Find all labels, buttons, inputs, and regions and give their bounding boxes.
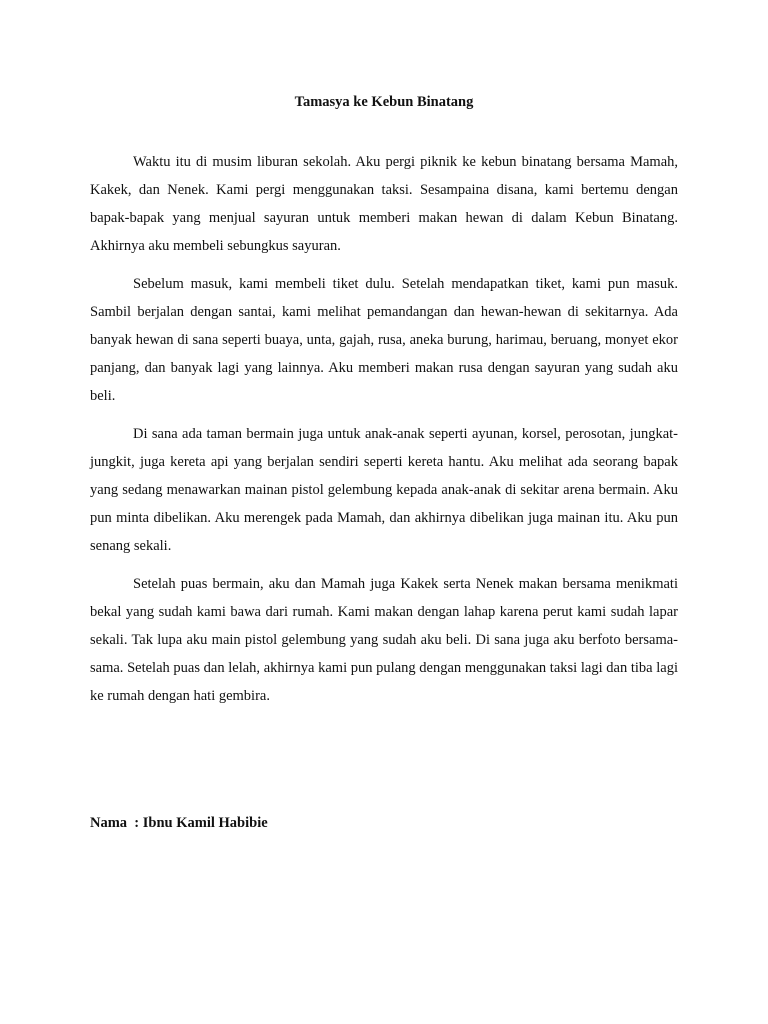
paragraph-2: Sebelum masuk, kami membeli tiket dulu. Setelah mendapatkan tiket, kami pun masuk. Sambil berjalan dengan santai, kami melihat pemandangan dan hewan-hewan di sekitarnya. Ada banyak hewan di sana seperti buaya, unta, gajah, rusa, aneka burung, harimau, beruang, monyet ekor panjang, dan banyak lagi yang lainnya. Aku memberi makan rusa dengan sayuran yang sudah aku beli. xyxy=(90,276,678,404)
document-body xyxy=(90,148,678,720)
paragraph-4: Setelah puas bermain, aku dan Mamah juga Kakek serta Nenek makan bersama menikmati bekal yang sudah kami bawa dari rumah. Kami makan dengan lahap karena perut kami sudah lapar sekali. Tak lupa aku main pistol gelembung yang sudah aku beli. Di sana juga aku berfoto bersama-sama. Setelah puas dan lelah, akhirnya kami pun pulang dengan menggunakan taksi lagi dan tiba lagi ke rumah dengan hati gembira. xyxy=(90,576,678,704)
paragraph-3: Di sana ada taman bermain juga untuk anak-anak seperti ayunan, korsel, perosotan, jungkat-jungkit, juga kereta api yang berjalan sendiri seperti kereta hantu. Aku melihat ada seorang bapak yang sedang menawarkan mainan pistol gelembung kepada anak-anak di sekitar arena bermain. Aku pun minta dibelikan. Aku merengek pada Mamah, dan akhirnya dibelikan juga mainan itu. Aku pun senang sekali. xyxy=(90,426,678,554)
paragraph-1: Waktu itu di musim liburan sekolah. Aku pergi piknik ke kebun binatang bersama Mamah, Kakek, dan Nenek. Kami pergi menggunakan taksi. Sesampaina disana, kami bertemu dengan bapak-bapak yang menjual sayuran untuk memberi makan hewan di dalam Kebun Binatang. Akhirnya aku membeli sebungkus sayuran. xyxy=(90,154,678,254)
author-name: Nama : Ibnu Kamil Habibie xyxy=(90,815,268,831)
document-title: Tamasya ke Kebun Binatang xyxy=(294,94,474,110)
